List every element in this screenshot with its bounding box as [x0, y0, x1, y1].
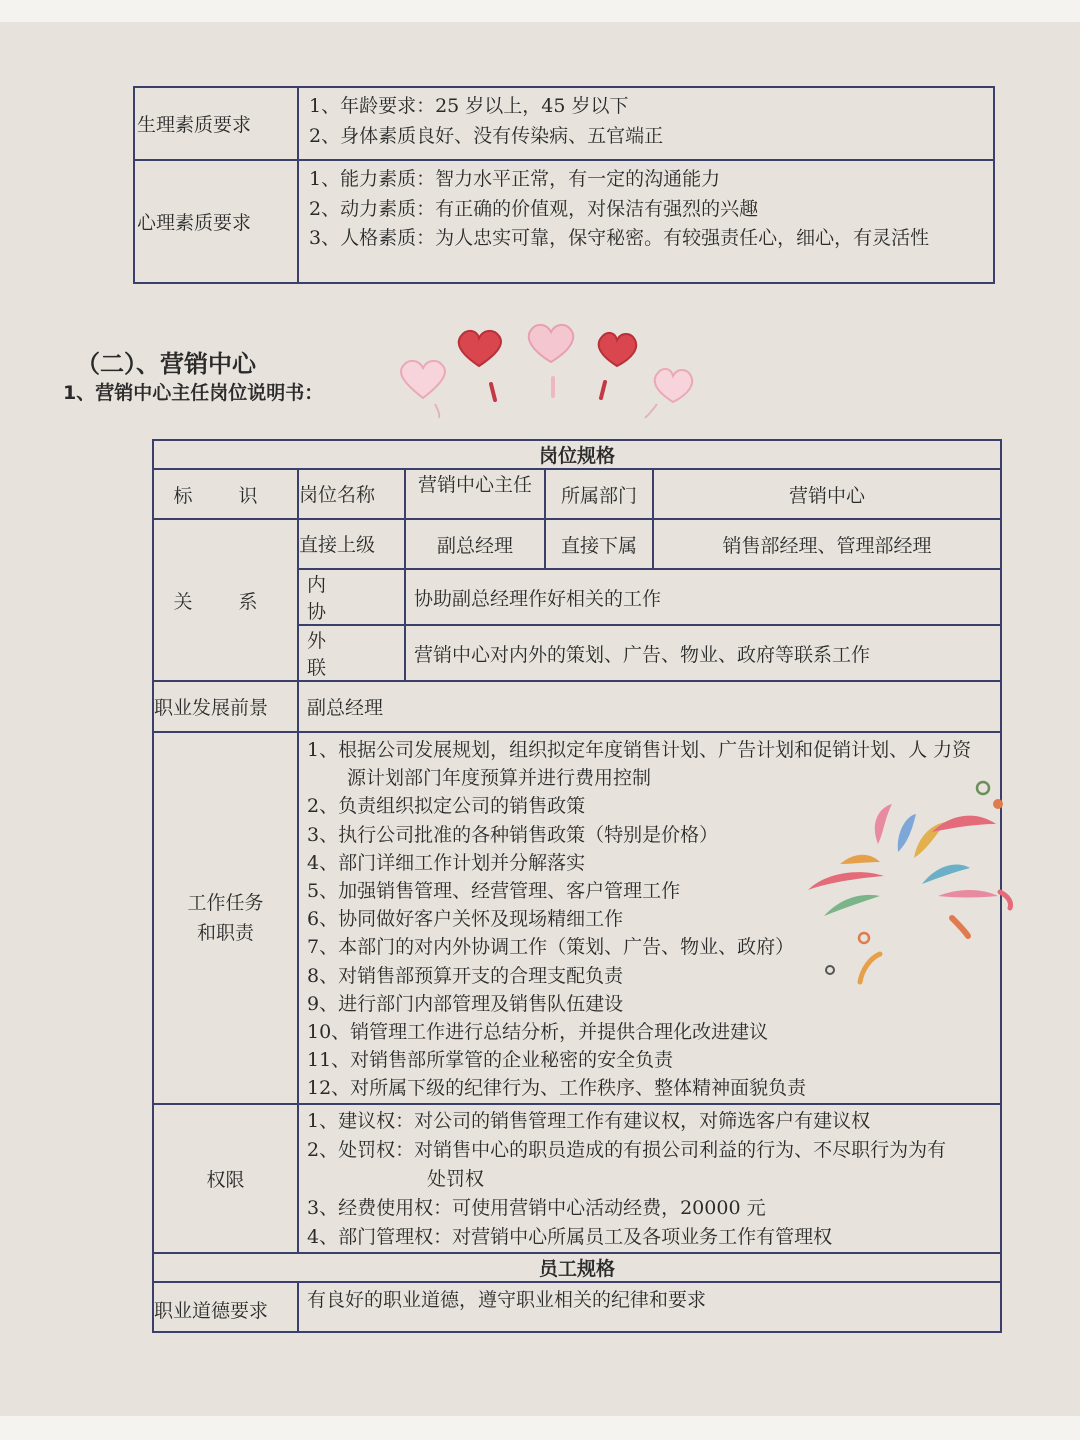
table-row — [153, 519, 1001, 569]
mental-content — [298, 160, 994, 283]
career: 副总经理 — [298, 681, 1001, 732]
quality-requirements-table — [133, 86, 995, 284]
physical-label: 生理素质要求 — [134, 87, 298, 160]
relation-label: 关 系 — [153, 519, 298, 681]
ethics-label: 职业道德要求 — [153, 1282, 298, 1332]
ethics: 有良好的职业道德，遵守职业相关的纪律和要求 — [298, 1282, 1001, 1332]
spec-header: 岗位规格 — [153, 440, 1001, 469]
superior-label: 直接上级 — [298, 519, 405, 569]
list-item: 1、建议权：对公司的销售管理工作有建议权，对筛选客户有建议权 — [307, 1109, 871, 1132]
list-item: 12、对所属下级的纪律行为、工作秩序、整体精神面貌负责 — [307, 1077, 807, 1100]
career-label: 职业发展前景 — [153, 681, 298, 732]
table-row — [134, 87, 994, 160]
dept: 营销中心 — [653, 469, 1001, 519]
heart-icon — [401, 361, 445, 418]
list-item: 7、本部门的对内外协调工作（策划、广告、物业、政府） — [307, 936, 795, 959]
post-name-label: 岗位名称 — [298, 469, 405, 519]
list-item: 11、对销售部所掌管的企业秘密的安全负责 — [307, 1049, 674, 1072]
confetti-decoration — [800, 778, 1020, 990]
sub-title: 1、营销中心主任岗位说明书： — [63, 382, 324, 404]
list-item: 2、动力素质：有正确的价值观，对保洁有强烈的兴趣 — [309, 197, 759, 220]
list-item: 9、进行部门内部管理及销售队伍建设 — [307, 992, 624, 1015]
list-item: 源计划部门年度预算并进行费用控制 — [347, 767, 652, 790]
table-row — [134, 160, 994, 283]
heart-icon — [459, 331, 501, 400]
subordinate-label: 直接下属 — [545, 519, 653, 569]
table-row — [153, 1104, 1001, 1253]
list-item: 1、能力素质：智力水平正常，有一定的沟通能力 — [309, 168, 721, 190]
list-item: 3、人格素质：为人忠实可靠，保守秘密。有较强责任心，细心，有灵活性 — [309, 227, 930, 249]
table-row — [153, 440, 1001, 469]
subordinate: 销售部经理、管理部经理 — [653, 519, 1001, 569]
table-row — [153, 681, 1001, 732]
superior: 副总经理 — [405, 519, 545, 569]
list-item: 3、执行公司批准的各种销售政策（特别是价格） — [307, 823, 719, 846]
post-name: 营销中心主任 — [405, 469, 545, 519]
hearts-decoration — [395, 318, 705, 423]
list-item: 4、部门管理权：对营销中心所属员工及各项业务工作有管理权 — [307, 1225, 833, 1248]
physical-content — [298, 87, 994, 160]
list-item: 6、协同做好客户关怀及现场精细工作 — [307, 908, 624, 931]
staff-header: 员工规格 — [153, 1253, 1001, 1282]
list-item: 1、年龄要求：25 岁以上，45 岁以下 — [309, 95, 629, 117]
list-item: 2、处罚权：对销售中心的职员造成的有损公司利益的行为、不尽职行为为有 — [307, 1138, 947, 1161]
internal-label: 内 协 — [298, 569, 405, 625]
bottom-band — [0, 1416, 1080, 1440]
list-item: 2、身体素质良好、没有传染病、五官端正 — [309, 124, 664, 147]
duties-label: 工作任务 和职责 — [153, 732, 298, 1104]
external: 营销中心对内外的策划、广告、物业、政府等联系工作 — [405, 625, 1001, 681]
external-label: 外 联 — [298, 625, 405, 681]
list-item: 8、对销售部预算开支的合理支配负责 — [307, 964, 624, 987]
top-band — [0, 0, 1080, 22]
dept-label: 所属部门 — [545, 469, 653, 519]
section-title: （二）、营销中心 — [76, 350, 256, 378]
heart-icon — [645, 369, 692, 418]
list-item: 处罚权 — [427, 1167, 485, 1190]
list-item: 3、经费使用权：可使用营销中心活动经费，20000 元 — [307, 1196, 766, 1219]
list-item: 5、加强销售管理、经营管理、客户管理工作 — [307, 880, 681, 903]
table-row — [153, 1253, 1001, 1282]
table-row — [153, 469, 1001, 519]
list-item: 10、销管理工作进行总结分析，并提供合理化改进建议 — [307, 1021, 769, 1044]
list-item: 2、负责组织拟定公司的销售政策 — [307, 795, 586, 818]
heart-icon — [529, 325, 573, 396]
id-label: 标 识 — [153, 469, 298, 519]
heart-icon — [599, 333, 636, 398]
table-row — [153, 1282, 1001, 1332]
rights-label: 权限 — [153, 1104, 298, 1253]
list-item: 1、根据公司发展规划，组织拟定年度销售计划、广告计划和促销计划、人 力资 — [307, 739, 972, 761]
rights-list — [298, 1104, 1001, 1253]
mental-label: 心理素质要求 — [134, 160, 298, 283]
internal: 协助副总经理作好相关的工作 — [405, 569, 1001, 625]
list-item: 4、部门详细工作计划并分解落实 — [307, 851, 586, 874]
